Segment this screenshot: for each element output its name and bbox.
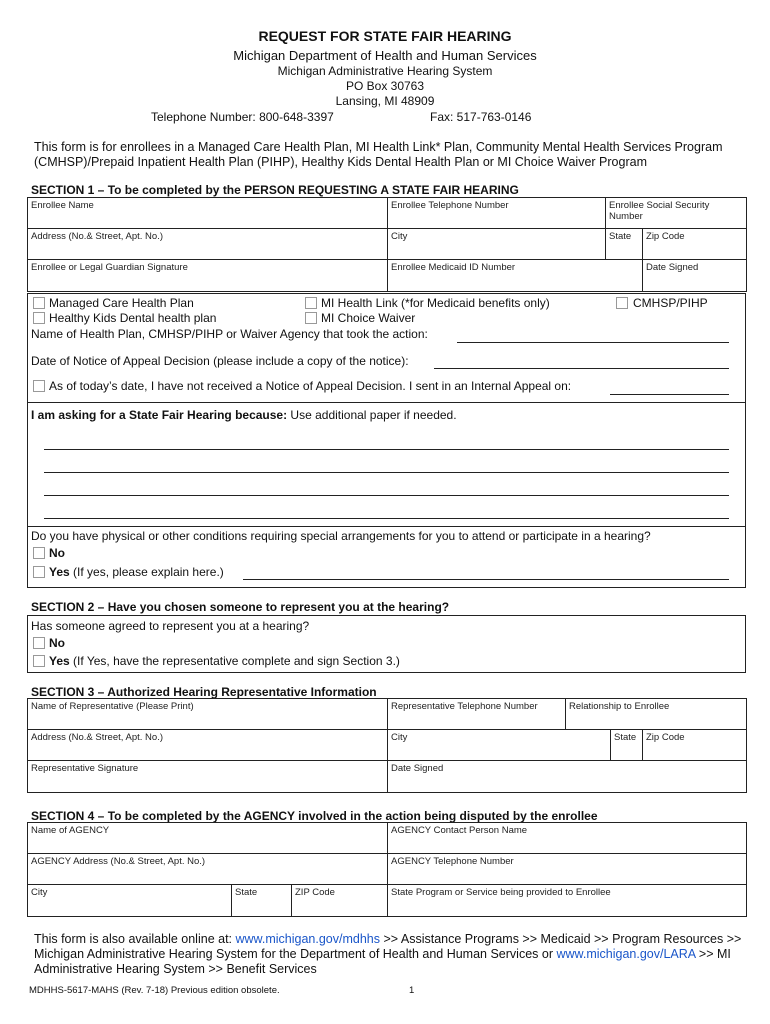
special-no-label: No xyxy=(49,546,65,560)
special-no-checkbox[interactable] xyxy=(33,547,45,559)
state-field[interactable] xyxy=(606,229,643,260)
notice-date-question: Date of Notice of Appeal Decision (please include a copy of the notice): xyxy=(31,354,409,368)
intro-paragraph: This form is for enrollees in a Managed Care Health Plan, MI Health Link* Plan, Community Mental Health Services Program (CMHSP)/Prepaid Inpatient Health Plan (PIHP), Healthy Kids Dental Health Plan or MI Choice Waiver Program xyxy=(34,140,723,169)
date-signed-field[interactable] xyxy=(643,260,747,292)
relationship-label: Relationship to Enrollee xyxy=(569,701,670,712)
representative-yes-checkbox[interactable] xyxy=(33,655,45,667)
mi-choice-checkbox[interactable] xyxy=(305,312,317,324)
agency-contact-label: AGENCY Contact Person Name xyxy=(391,825,528,836)
enrollee-name-field[interactable] xyxy=(28,198,388,229)
signature-label: Enrollee or Legal Guardian Signature xyxy=(31,262,188,273)
agency-zip-field[interactable] xyxy=(292,885,388,917)
address-label: Address (No.& Street, Apt. No.) xyxy=(31,231,163,242)
rep-state-field[interactable] xyxy=(611,730,643,761)
relationship-field[interactable] xyxy=(566,699,747,730)
mdhhs-link[interactable]: www.michigan.gov/mdhhs xyxy=(235,932,380,946)
lara-link[interactable]: www.michigan.gov/LARA xyxy=(556,947,696,961)
section4-heading: SECTION 4 – To be completed by the AGENCY involved in the action being disputed by the enrollee xyxy=(31,809,598,823)
enrollee-ssn-label: Enrollee Social Security Number xyxy=(609,200,710,222)
representative-yes-note: (If Yes, have the representative complete and sign Section 3.) xyxy=(69,654,400,668)
agency-state-label: State xyxy=(235,887,258,898)
special-yes-checkbox[interactable] xyxy=(33,566,45,578)
rep-name-field[interactable] xyxy=(28,699,388,730)
agency-name-label: Name of AGENCY xyxy=(31,825,110,836)
zip-label: Zip Code xyxy=(646,231,685,242)
mi-health-link-checkbox[interactable] xyxy=(305,297,317,309)
rep-address-label: Address (No.& Street, Apt. No.) xyxy=(31,732,163,743)
rep-date-signed-field[interactable] xyxy=(388,761,747,793)
dental-plan-label: Healthy Kids Dental health plan xyxy=(49,311,217,325)
zip-field[interactable] xyxy=(643,229,747,260)
section4-grid xyxy=(27,822,747,917)
reason-line[interactable] xyxy=(44,518,729,519)
special-yes-label xyxy=(49,565,224,579)
enrollee-phone-label: Enrollee Telephone Number xyxy=(391,200,509,211)
online-availability xyxy=(34,932,746,977)
cmhsp-label: CMHSP/PIHP xyxy=(633,296,708,310)
special-explain-line[interactable] xyxy=(243,579,729,580)
no-notice-label: As of today’s date, I have not received a Notice of Appeal Decision. I sent in an Internal Appeal on: xyxy=(49,379,572,393)
internal-appeal-date-line[interactable] xyxy=(610,394,729,395)
online-text-mid: >> Assistance Programs >> Medicaid >> Program Resources >> Michigan Administrative Hearing System for the Department of Health and Human Services or xyxy=(34,932,742,961)
po-box: PO Box 30763 xyxy=(345,79,425,93)
agency-address-field[interactable] xyxy=(28,854,388,885)
hearing-system: Michigan Administrative Hearing System xyxy=(277,64,493,78)
city-state: Lansing, MI 48909 xyxy=(335,94,435,108)
rep-phone-field[interactable] xyxy=(388,699,566,730)
representative-no-checkbox[interactable] xyxy=(33,637,45,649)
agency-contact-field[interactable] xyxy=(388,823,747,854)
enrollee-phone-field[interactable] xyxy=(388,198,606,229)
mi-health-link-label: MI Health Link (*for Medicaid benefits only) xyxy=(321,296,550,310)
rep-date-signed-label: Date Signed xyxy=(391,763,444,774)
rep-city-label: City xyxy=(391,732,408,743)
reason-prompt-bold: I am asking for a State Fair Hearing because: xyxy=(31,408,288,422)
online-text-pre: This form is also available online at: xyxy=(34,932,236,946)
section2-heading: SECTION 2 – Have you chosen someone to represent you at the hearing? xyxy=(31,600,450,614)
special-yes-bold: Yes xyxy=(49,565,70,579)
reason-line[interactable] xyxy=(44,495,729,496)
agency-state-field[interactable] xyxy=(232,885,292,917)
representative-yes-bold: Yes xyxy=(49,654,70,668)
divider xyxy=(27,402,746,403)
medicaid-id-field[interactable] xyxy=(388,260,643,292)
reason-line[interactable] xyxy=(44,472,729,473)
online-text-post: >> MI Administrative Hearing System >> Benefit Services xyxy=(34,947,731,976)
section3-heading: SECTION 3 – Authorized Hearing Representative Information xyxy=(31,685,377,699)
enrollee-name-label: Enrollee Name xyxy=(31,200,94,211)
special-yes-note: (If yes, please explain here.) xyxy=(69,565,224,579)
reason-prompt-note: Use additional paper if needed. xyxy=(287,408,457,422)
no-notice-checkbox[interactable] xyxy=(33,380,45,392)
agency-phone-label: AGENCY Telephone Number xyxy=(391,856,514,867)
agency-zip-label: ZIP Code xyxy=(295,887,335,898)
dental-plan-checkbox[interactable] xyxy=(33,312,45,324)
representative-question: Has someone agreed to represent you at a hearing? xyxy=(31,619,310,633)
notice-date-input-line[interactable] xyxy=(434,368,729,369)
agency-address-label: AGENCY Address (No.& Street, Apt. No.) xyxy=(31,856,206,867)
section1-grid xyxy=(27,197,747,292)
reason-line[interactable] xyxy=(44,449,729,450)
agency-input-line[interactable] xyxy=(457,342,729,343)
state-label: State xyxy=(609,231,632,242)
rep-zip-label: Zip Code xyxy=(646,732,685,743)
date-signed-label: Date Signed xyxy=(646,262,699,273)
agency-question: Name of Health Plan, CMHSP/PIHP or Waiver Agency that took the action: xyxy=(31,327,428,341)
rep-zip-field[interactable] xyxy=(643,730,747,761)
program-label: State Program or Service being provided to Enrollee xyxy=(391,887,611,898)
agency-name-field[interactable] xyxy=(28,823,388,854)
signature-field[interactable] xyxy=(28,260,388,292)
section3-grid xyxy=(27,698,747,793)
fax-number: Fax: 517-763-0146 xyxy=(430,110,532,124)
rep-address-field[interactable] xyxy=(28,730,388,761)
address-field[interactable] xyxy=(28,229,388,260)
medicaid-id-label: Enrollee Medicaid ID Number xyxy=(391,262,516,273)
program-field[interactable] xyxy=(388,885,747,917)
rep-phone-label: Representative Telephone Number xyxy=(391,701,538,712)
divider xyxy=(27,526,746,527)
page-number: 1 xyxy=(409,985,415,996)
city-label: City xyxy=(391,231,408,242)
city-field[interactable] xyxy=(388,229,606,260)
managed-care-checkbox[interactable] xyxy=(33,297,45,309)
form-id: MDHHS-5617-MAHS (Rev. 7-18) Previous edition obsolete. xyxy=(29,985,280,996)
rep-signature-field[interactable] xyxy=(28,761,388,793)
rep-city-field[interactable] xyxy=(388,730,611,761)
mi-choice-label: MI Choice Waiver xyxy=(321,311,416,325)
special-arrangements-question: Do you have physical or other conditions requiring special arrangements for you to attend or participate in a hearing? xyxy=(31,529,651,543)
representative-yes-label xyxy=(49,654,400,668)
representative-no-label: No xyxy=(49,636,65,650)
department-name: Michigan Department of Health and Human Services xyxy=(233,48,537,63)
managed-care-label: Managed Care Health Plan xyxy=(49,296,194,310)
section1-heading: SECTION 1 – To be completed by the PERSON REQUESTING A STATE FAIR HEARING xyxy=(31,183,519,197)
reason-prompt xyxy=(31,408,457,422)
rep-signature-label: Representative Signature xyxy=(31,763,139,774)
enrollee-ssn-field[interactable] xyxy=(606,198,747,229)
form-title: REQUEST FOR STATE FAIR HEARING xyxy=(258,28,512,44)
telephone-number: Telephone Number: 800-648-3397 xyxy=(151,110,334,124)
rep-state-label: State xyxy=(614,732,637,743)
agency-city-label: City xyxy=(31,887,48,898)
agency-city-field[interactable] xyxy=(28,885,232,917)
rep-name-label: Name of Representative (Please Print) xyxy=(31,701,194,712)
cmhsp-checkbox[interactable] xyxy=(616,297,628,309)
agency-phone-field[interactable] xyxy=(388,854,747,885)
